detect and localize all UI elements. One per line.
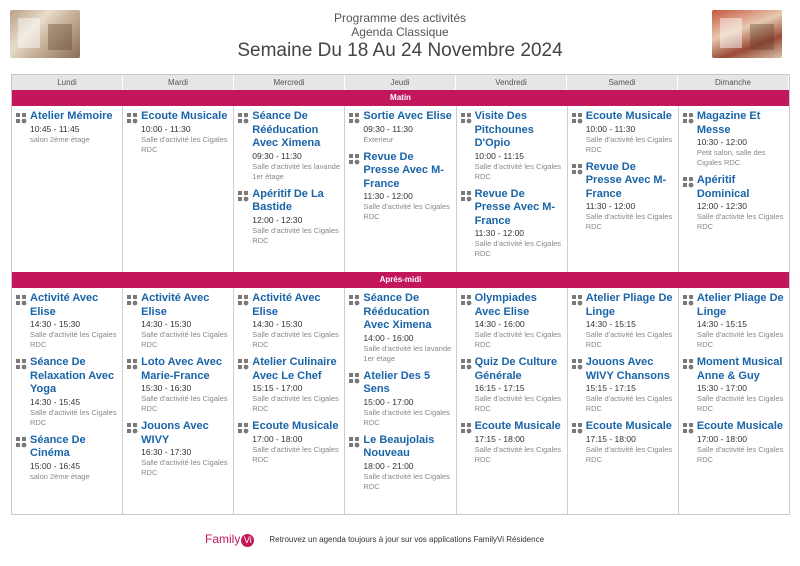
activity-icon [127, 420, 141, 478]
activity-place: Salle d'activité les Cigales RDC [474, 394, 562, 413]
activity-item[interactable] [461, 110, 564, 182]
activity-item[interactable] [461, 356, 564, 414]
activity-title: Loto Avec Avec Marie-France [141, 356, 223, 382]
day-column [679, 288, 789, 514]
activity-place: Salle d'activité les Cigales RDC [474, 444, 562, 464]
day-column [568, 288, 679, 514]
activity-icon [572, 420, 586, 465]
activity-place: Salle d'activité les Cigales RDC [363, 407, 450, 427]
activity-title: Activité Avec Elise [141, 292, 210, 318]
activity-title: Activité Avec Elise [252, 292, 321, 318]
activity-time: 15:30 - 16:30 [141, 383, 192, 393]
activity-time: 12:00 - 12:30 [252, 214, 303, 225]
activity-title: Séance De Rééducation Avec Ximena [252, 110, 321, 149]
activity-icon [127, 110, 141, 155]
activity-time: 15:00 - 16:45 [30, 460, 81, 471]
activity-title: Séance De Relaxation Avec Yoga [30, 356, 115, 395]
activity-icon [572, 161, 586, 233]
day-column [457, 288, 568, 514]
activity-time: 10:00 - 11:30 [585, 123, 636, 134]
activity-icon [461, 110, 475, 182]
activity-icon [349, 292, 363, 364]
activity-icon [572, 356, 586, 414]
activity-icon [349, 370, 363, 428]
activity-item[interactable] [572, 420, 675, 465]
day-column [345, 288, 456, 514]
activity-place: Salle d'activité les Cigales RDC [252, 394, 339, 413]
activity-item[interactable] [238, 110, 341, 182]
activity-icon [238, 292, 252, 350]
activity-place: Salle d'activité les Cigales RDC [585, 394, 673, 413]
activity-icon [683, 292, 697, 350]
activity-place: salon 2ème étage [30, 134, 90, 144]
activity-time: 10:00 - 11:15 [474, 150, 525, 161]
activity-icon [683, 420, 697, 465]
activity-icon [683, 110, 697, 168]
activity-time: 10:45 - 11:45 [30, 123, 80, 134]
activity-title: Revue De Presse Avec M-France [585, 160, 667, 200]
day-header: Dimanche [678, 75, 789, 90]
activity-icon [683, 174, 697, 232]
activity-time: 14:30 - 15:15 [696, 319, 747, 329]
activity-title: Moment Musical Anne & Guy [696, 356, 783, 382]
activity-item[interactable] [127, 110, 230, 155]
activity-item[interactable] [238, 188, 341, 246]
activity-place: Salle d'activité les lavande 1er étage [252, 161, 341, 181]
activity-title: Ecoute Musicale [585, 110, 672, 122]
activity-place: Salle d'activité les Cigales RDC [474, 239, 562, 258]
week-title: Semaine Du 18 Au 24 Novembre 2024 [237, 40, 563, 61]
day-header: Samedi [567, 75, 678, 90]
activity-time: 14:30 - 15:30 [30, 319, 81, 329]
activity-time: 14:30 - 15:45 [30, 396, 81, 407]
schedule-grid [11, 74, 790, 515]
activity-time: 17:00 - 18:00 [696, 433, 747, 444]
activity-place: Salle d'activité les Cigales RDC [141, 330, 228, 349]
activity-item[interactable] [683, 420, 786, 465]
day-column [568, 106, 679, 272]
activity-time: 14:00 - 16:00 [363, 332, 414, 343]
logo-mark: Vi [241, 534, 254, 547]
activity-item[interactable] [127, 420, 230, 478]
activity-title: Ecoute Musicale [585, 420, 672, 432]
activity-icon [349, 434, 363, 492]
activity-icon [572, 292, 586, 350]
afternoon-row [12, 288, 789, 514]
activity-time: 15:15 - 17:00 [252, 383, 303, 393]
activity-item[interactable] [683, 356, 786, 414]
activity-title: Sortie Avec Elise [363, 110, 452, 122]
activity-place: Salle d'activité les Cigales RDC [252, 225, 339, 245]
activity-item[interactable] [572, 110, 675, 155]
activity-icon [238, 420, 252, 465]
activity-place: Salle d'activité les Cigales RDC [696, 330, 784, 349]
activity-icon [349, 110, 363, 145]
activity-place: salon 2ème étage [30, 471, 90, 481]
activity-time: 10:00 - 11:30 [141, 123, 191, 134]
activity-icon [238, 188, 252, 246]
day-header: Jeudi [345, 75, 456, 90]
activity-title: Séance De Cinéma [30, 433, 86, 459]
activity-title: Quiz De Culture Générale [474, 356, 558, 382]
activity-item[interactable] [461, 292, 564, 350]
activity-title: Activité Avec Elise [30, 292, 99, 318]
day-column [12, 288, 123, 514]
activity-item[interactable] [238, 356, 341, 414]
activity-item[interactable] [349, 434, 452, 492]
activity-time: 15:30 - 17:00 [696, 383, 747, 393]
activity-time: 17:00 - 18:00 [252, 433, 303, 444]
activity-item[interactable] [683, 292, 786, 350]
activity-time: 14:30 - 15:15 [585, 319, 636, 329]
activity-time: 12:00 - 12:30 [696, 201, 747, 211]
activity-time: 14:30 - 16:00 [474, 319, 525, 329]
activity-title: Le Beaujolais Nouveau [363, 433, 435, 459]
day-header: Lundi [12, 75, 123, 90]
activity-title: Ecoute Musicale [474, 420, 561, 432]
activity-icon [16, 110, 30, 145]
program-title: Programme des activités [333, 11, 467, 25]
day-header: Mardi [123, 75, 234, 90]
morning-row [12, 106, 789, 272]
activity-time: 14:30 - 15:30 [141, 319, 192, 329]
activity-place: Salle d'activité les Cigales RDC [252, 330, 339, 349]
activity-item[interactable] [16, 292, 119, 350]
activity-icon [461, 420, 475, 465]
activity-title: Atelier Culinaire Avec Le Chef [252, 356, 337, 382]
activity-title: Apéritif Dominical [696, 174, 750, 200]
activity-time: 18:00 - 21:00 [363, 460, 414, 471]
activity-place: Salle d'activité les Cigales RDC [585, 212, 673, 231]
activity-icon [461, 356, 475, 414]
activity-place: Salle d'activité les Cigales RDC [30, 407, 117, 427]
activity-item[interactable] [16, 356, 119, 428]
activity-icon [683, 356, 697, 414]
activity-item[interactable] [127, 292, 230, 350]
residence-photo-left [10, 10, 80, 58]
activity-icon [238, 110, 252, 182]
activity-place: Salle d'activité les Cigales RDC [474, 330, 562, 349]
activity-icon [16, 356, 30, 428]
agenda-type: Agenda Classique [351, 25, 449, 39]
afternoon-band: Après-midi [12, 272, 789, 288]
activity-title: Ecoute Musicale [141, 110, 228, 122]
activity-title: Séance De Rééducation Avec Ximena [363, 292, 432, 331]
day-column [234, 288, 345, 514]
activity-place: Salle d'activité les Cigales RDC [363, 202, 450, 221]
activity-time: 16:15 - 17:15 [474, 383, 525, 393]
activity-time: 10:30 - 12:00 [696, 137, 747, 147]
activity-icon [16, 292, 30, 350]
activity-place: Exterieur [363, 134, 394, 144]
activity-item[interactable] [572, 356, 675, 414]
day-header: Vendredi [456, 75, 567, 90]
footer-text: Retrouvez un agenda toujours à jour sur vos applications FamilyVi Résidence [269, 535, 545, 544]
activity-place: Salle d'activité les Cigales RDC [696, 394, 784, 413]
activity-time: 16:30 - 17:30 [141, 447, 192, 457]
activity-title: Ecoute Musicale [252, 420, 339, 432]
activity-item[interactable] [349, 151, 452, 223]
activity-time: 15:00 - 17:00 [363, 396, 414, 407]
activity-item[interactable] [461, 188, 564, 260]
activity-time: 11:30 - 12:00 [363, 191, 413, 201]
day-header: Mercredi [234, 75, 345, 90]
day-column [457, 106, 568, 272]
activity-item[interactable] [16, 110, 119, 145]
activity-icon [127, 356, 141, 414]
activity-icon [572, 110, 586, 155]
activity-time: 17:15 - 18:00 [474, 433, 525, 444]
activity-item[interactable] [461, 420, 564, 465]
activity-title: Atelier Des 5 Sens [363, 369, 431, 395]
activity-title: Revue De Presse Avec M-France [363, 150, 444, 190]
activity-item[interactable] [572, 292, 675, 350]
activity-title: Jouons Avec WIVY Chansons [585, 356, 670, 382]
activity-icon [461, 188, 475, 260]
day-column [234, 106, 345, 272]
activity-icon [238, 356, 252, 414]
day-header-row [12, 75, 789, 90]
activity-item[interactable] [127, 356, 230, 414]
day-column [345, 106, 456, 272]
activity-title: Apéritif De La Bastide [252, 187, 324, 213]
activity-time: 15:15 - 17:15 [585, 383, 636, 393]
morning-band: Matin [12, 90, 789, 106]
activity-title: Ecoute Musicale [696, 420, 784, 432]
activity-item[interactable] [349, 370, 452, 428]
activity-icon [127, 292, 141, 350]
activity-place: Salle d'activité les Cigales RDC [363, 471, 450, 491]
activity-item[interactable] [238, 292, 341, 350]
activity-title: Atelier Pliage De Linge [696, 292, 784, 318]
activity-item[interactable] [572, 161, 675, 233]
activity-place: Salle d'activité les Cigales RDC [696, 212, 784, 231]
activity-title: Magazine Et Messe [696, 110, 761, 136]
activity-item[interactable] [683, 110, 786, 168]
activity-icon [16, 434, 30, 482]
residence-photo-right [712, 10, 782, 58]
activity-item[interactable] [349, 292, 452, 364]
activity-title: Atelier Mémoire [30, 110, 113, 122]
activity-time: 17:15 - 18:00 [585, 433, 636, 444]
activity-place: Salle d'activité les Cigales RDC [585, 330, 673, 349]
activity-place: Petit salon, salle des Cigales RDC [696, 148, 766, 167]
day-column [12, 106, 123, 272]
activity-icon [349, 151, 363, 223]
activity-place: Salle d'activité les Cigales RDC [696, 444, 784, 464]
activity-place: Salle d'activité les Cigales RDC [474, 161, 562, 181]
footer [205, 532, 544, 547]
activity-time: 11:30 - 12:00 [474, 228, 525, 238]
activity-time: 09:30 - 11:30 [363, 123, 413, 134]
activity-title: Olympiades Avec Elise [474, 292, 537, 318]
activity-place: Salle d'activité les lavande 1er étage [363, 343, 452, 363]
activity-place: Salle d'activité les Cigales RDC [585, 134, 673, 154]
day-column [123, 288, 234, 514]
activity-item[interactable] [349, 110, 452, 145]
activity-title: Visite Des Pitchounes D'Opio [474, 110, 534, 149]
activity-item[interactable] [16, 434, 119, 482]
activity-place: Salle d'activité les Cigales RDC [141, 134, 228, 154]
activity-place: Salle d'activité les Cigales RDC [30, 330, 117, 349]
activity-place: Salle d'activité les Cigales RDC [585, 444, 673, 464]
activity-time: 11:30 - 12:00 [585, 201, 636, 211]
activity-item[interactable] [238, 420, 341, 465]
activity-place: Salle d'activité les Cigales RDC [141, 394, 228, 413]
day-column [679, 106, 789, 272]
day-column [123, 106, 234, 272]
familyvi-logo: Family Vi [205, 532, 254, 547]
activity-title: Revue De Presse Avec M-France [474, 187, 556, 227]
activity-icon [461, 292, 475, 350]
activity-item[interactable] [683, 174, 786, 232]
activity-title: Atelier Pliage De Linge [585, 292, 673, 318]
activity-place: Salle d'activité les Cigales RDC [252, 444, 339, 464]
activity-time: 14:30 - 15:30 [252, 319, 303, 329]
activity-title: Jouons Avec WIVY [141, 420, 209, 446]
activity-time: 09:30 - 11:30 [252, 150, 302, 161]
activity-place: Salle d'activité les Cigales RDC [141, 458, 228, 477]
